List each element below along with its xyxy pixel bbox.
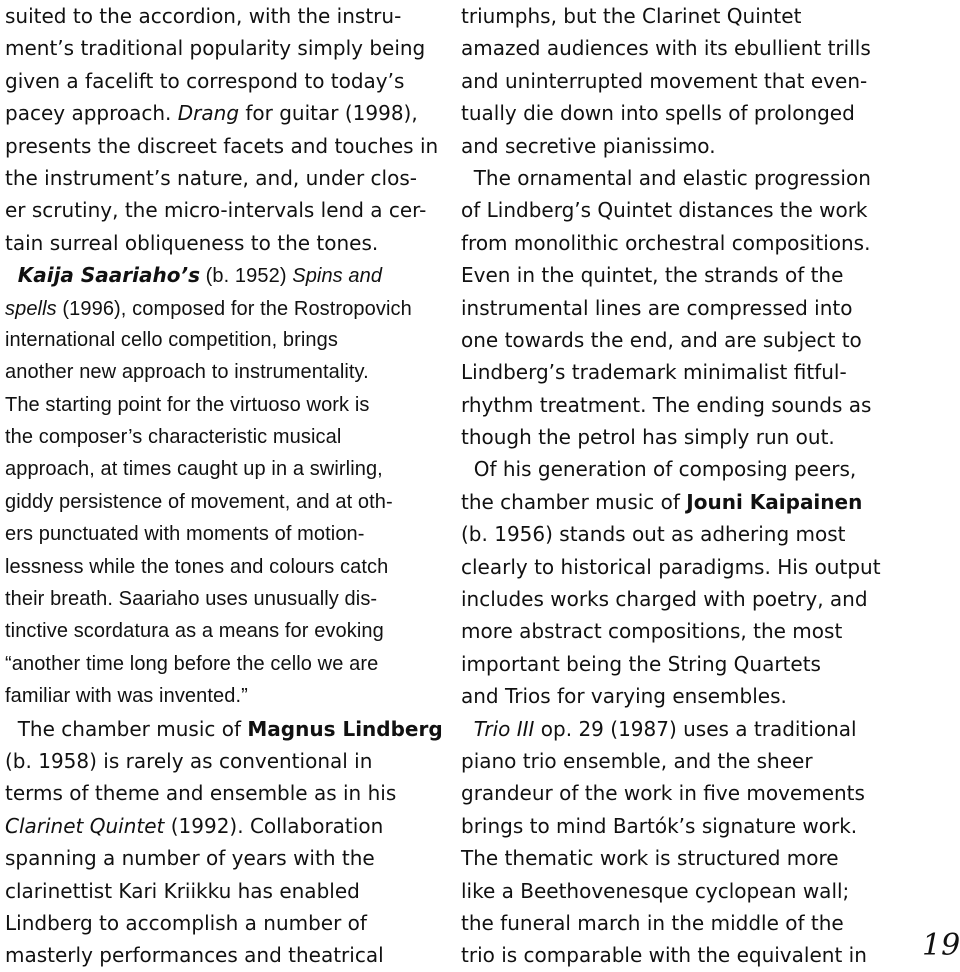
text-line: “another time long before the cello we are xyxy=(5,652,379,675)
text-line: their breath. Saariaho uses unusually dis- xyxy=(5,588,378,611)
work-title: Spins and xyxy=(292,265,383,288)
composer-name: Kaija Saariaho’s xyxy=(17,263,200,288)
text-line: piano trio ensemble, and the sheer xyxy=(461,748,813,773)
text-run: (1992). Collaboration xyxy=(164,813,384,838)
text-line: tinctive scordatura as a means for evoking xyxy=(5,620,384,643)
right-column xyxy=(461,0,901,972)
text-line: approach, at times caught up in a swirling, xyxy=(5,458,383,481)
left-column xyxy=(5,0,443,972)
text-line: Lindberg to accomplish a number of xyxy=(5,910,367,935)
text-line: instrumental lines are compressed into xyxy=(461,295,853,320)
text-run: op. 29 (1987) uses a traditional xyxy=(534,716,857,741)
text-line xyxy=(5,292,425,324)
text-line: rhythm treatment. The ending sounds as xyxy=(461,392,872,417)
text-run: The chamber music of xyxy=(17,716,248,741)
text-run: The ornamental and elastic progression xyxy=(473,165,871,190)
text-line: amazed audiences with its ebullient trills xyxy=(461,36,871,61)
composer-name: Jouni Kaipainen xyxy=(686,489,863,514)
composer-name: Magnus Lindberg xyxy=(247,716,443,741)
text-line xyxy=(5,97,425,129)
text-line: from monolithic orchestral compositions. xyxy=(461,230,871,255)
text-line: giddy persistence of movement, and at oth- xyxy=(5,490,393,513)
page-number: 19 xyxy=(922,928,960,963)
text-line: and secretive pianissimo. xyxy=(461,133,716,158)
text-line: includes works charged with poetry, and xyxy=(461,587,868,612)
work-title: Clarinet Quintet xyxy=(5,813,165,838)
text-run: pacey approach. xyxy=(5,101,178,126)
text-run: (b. 1952) xyxy=(199,265,293,288)
text-line xyxy=(5,810,425,842)
text-line: presents the discreet facets and touches in xyxy=(5,133,439,158)
text-line: Even in the quintet, the strands of the xyxy=(461,263,844,288)
text-line: suited to the accordion, with the instru- xyxy=(5,4,402,28)
text-line: another new approach to instrumentality. xyxy=(5,361,369,384)
text-line: one towards the end, and are subject to xyxy=(461,327,862,352)
text-line: ers punctuated with moments of motion- xyxy=(5,523,365,546)
text-line: (b. 1956) stands out as adhering most xyxy=(461,522,846,547)
text-line: The thematic work is structured more xyxy=(461,846,839,871)
text-line: trio is comparable with the equivalent in xyxy=(461,943,867,968)
text-line: Lindberg’s trademark minimalist fitful- xyxy=(461,360,847,385)
text-line: terms of theme and ensemble as in his xyxy=(5,781,397,806)
text-line: ment’s traditional popularity simply being xyxy=(5,36,426,61)
text-line: and uninterrupted movement that even- xyxy=(461,68,868,93)
text-line: though the petrol has simply run out. xyxy=(461,425,835,450)
text-line xyxy=(461,162,901,194)
text-line: lessness while the tones and colours catch xyxy=(5,555,389,578)
text-line: familiar with was invented.” xyxy=(5,685,248,708)
text-line: spanning a number of years with the xyxy=(5,846,375,871)
text-line: masterly performances and theatrical xyxy=(5,943,384,968)
work-title: spells xyxy=(5,297,57,320)
text-line xyxy=(5,713,443,745)
text-run: the chamber music of xyxy=(461,489,687,514)
text-line: brings to mind Bartók’s signature work. xyxy=(461,813,858,838)
text-line: the composer’s characteristic musical xyxy=(5,426,342,449)
text-line: important being the String Quartets xyxy=(461,651,821,676)
text-line: the funeral march in the middle of the xyxy=(461,910,844,935)
work-title: Drang xyxy=(177,101,240,126)
text-line: (b. 1958) is rarely as conventional in xyxy=(5,748,373,773)
text-line: triumphs, but the Clarinet Quintet xyxy=(461,4,802,28)
text-line: The starting point for the virtuoso work is xyxy=(5,393,370,416)
text-run: for guitar (1998), xyxy=(239,101,418,126)
text-line: tually die down into spells of prolonged xyxy=(461,101,855,126)
text-line xyxy=(461,486,901,518)
text-line: grandeur of the work in five movements xyxy=(461,781,865,806)
text-line: of Lindberg’s Quintet distances the work xyxy=(461,198,868,223)
text-run: (1996), composed for the Rostropovich xyxy=(56,297,412,320)
text-line: like a Beethovenesque cyclopean wall; xyxy=(461,878,850,903)
text-line: er scrutiny, the micro-intervals lend a cer- xyxy=(5,198,427,223)
text-line: tain surreal obliqueness to the tones. xyxy=(5,230,379,255)
text-line xyxy=(461,713,901,745)
text-line: the instrument’s nature, and, under clos- xyxy=(5,165,417,190)
text-line xyxy=(5,259,425,291)
text-line: and Trios for varying ensembles. xyxy=(461,684,787,709)
text-line: clearly to historical paradigms. His output xyxy=(461,554,881,579)
work-title: Trio III xyxy=(473,716,535,741)
text-line: international cello competition, brings xyxy=(5,328,338,351)
text-line xyxy=(461,453,901,485)
text-line: more abstract compositions, the most xyxy=(461,619,843,644)
text-line: clarinettist Kari Kriikku has enabled xyxy=(5,878,360,903)
text-run: Of his generation of composing peers, xyxy=(473,457,857,482)
text-line: given a facelift to correspond to today’s xyxy=(5,68,405,93)
